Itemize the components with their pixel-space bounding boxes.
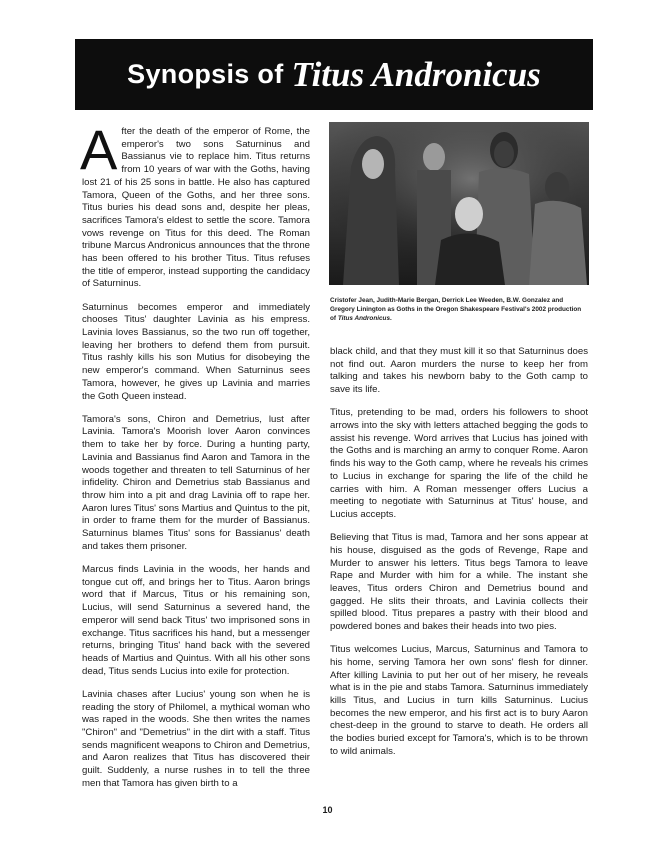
photo-illustration (329, 122, 589, 285)
production-photo (329, 122, 589, 285)
paragraph: Titus welcomes Lucius, Marcus, Saturninus and Tamora to his home, serving Tamora her own sons' flesh for dinner. After killing Lavinia to put her out of her misery, he reveals what is in the pie and stabs Tamora. Saturninus immediately kills Titus, and Lucius in turn kills Saturninus. Lucius becomes the new emperor, and his first act is to bury Aaron chest-deep in the ground to starve to death. He orders all the bodies buried except for Tamora's, which is to be thrown to wild animals. (330, 644, 588, 757)
paragraph: After the death of the emperor of Rome, the emperor's two sons Saturninus and Bassianus vie to replace him. Titus returns from 10 years of war with the Goths, having lost 21 of his 25 sons in battle. He also has captured Tamora, Queen of the Goths, and her three sons. Titus buries his dead sons and, despite her pleas, sacrifices Tamora's eldest to settle the score. Tamora vows revenge on Titus for this deed. The Roman tribune Marcus Andronicus announces that the throne has been offered to his brother Titus. Titus refuses the title of emperor, instead supporting the candidacy of Saturninus. (80, 118, 310, 290)
paragraph: black child, and that they must kill it so that Saturninus does not find out. Aaron murders the nurse to keep her from talking and takes his newborn baby to the Goth camp to save its life. (330, 346, 588, 396)
page-title-play: Titus Andronicus (291, 54, 541, 94)
paragraph: Believing that Titus is mad, Tamora and her sons appear at his house, disguised as the gods of Revenge, Rape and Murder to answer his letters. Titus begs Tamora to leave Rape and Murder with him for a while. The instant she leaves, Titus orders Chiron and Demetrius bound and gagged. He slits their throats, and Lavinia collects their spilled blood. Titus prepares a pastry with their blood and powdered bones and bakes their heads into two pies. (330, 532, 588, 633)
drop-cap: A (80, 118, 118, 181)
paragraph: Lavinia chases after Lucius' young son when he is reading the story of Philomel, a mythical woman who was raped in the woods. She then writes the names "Chiron" and "Demetrius" in the dirt with a staff. Titus sends magnificent weapons to Chiron and Demetrius, and Aaron realizes that Titus has discovered their guilt. Suddenly, a nurse rushes in to tell the three men that Tamora has given birth to a (82, 688, 310, 789)
paragraph: Titus, pretending to be mad, orders his followers to shoot arrows into the sky with letters attached begging the gods to assist his revenge. Word arrives that Lucius has joined with the Goths and is marching an army to conquer Rome. Aaron finds his way to the Goth camp, where he reveals his crimes to Lucius in exchange for sparing the life of the child he carries with him. A Roman messenger offers Lucius a meeting to negotiate with Saturninus at Titus' house, and Lucius accepts. (330, 407, 588, 520)
caption-play-title: Titus Andronicus (337, 315, 391, 322)
left-column (80, 118, 310, 801)
photo-caption: Cristofer Jean, Judith-Marie Bergan, Derrick Lee Weeden, B.W. Gonzalez and Gregory Linington as Goths in the Oregon Shakespeare Festival's 2002 production of Titus Andronicus. (330, 297, 582, 322)
page-number: 10 (322, 805, 333, 815)
title-banner (75, 39, 593, 110)
paragraph: Marcus finds Lavinia in the woods, her hands and tongue cut off, and brings her to Titus. Aaron brings word that if Marcus, Titus or his remaining son, Lucius, will send Saturninus a severed hand, the emperor will send back Titus' two imprisoned sons in exchange. Titus sacrifices his hand, but a messenger returns, bringing Titus' hand back with the severed heads of Martius and Quintus. With all his other sons dead, Titus sends Lucius into exile for protection. (82, 564, 310, 677)
paragraph: Saturninus becomes emperor and immediately chooses Titus' daughter Lavinia as his empress. Lavinia loves Bassianus, so the two run off together, leaving her brothers to defend them from pursuit. Titus rashly kills his son Mutius for disobeying the new emperor's command. When Saturninus sees Tamora, however, he gives up Lavinia and marries the Goth Queen instead. (82, 301, 310, 402)
page-title-prefix: Synopsis of (127, 59, 284, 89)
paragraph: Tamora's sons, Chiron and Demetrius, lust after Lavinia. Tamora's Moorish lover Aaron convinces them to take her by force. During a hunting party, Lavinia and Bassianus find Aaron and Tamora in the woods together and threaten to tell Saturninus of her infidelity. Chiron and Demetrius stab Bassianus and throw him into a pit and drag Lavinia off to rape her. Aaron lures Titus' sons Martius and Quintus to the pit, in order to frame them for the murder of Bassianus. Saturninus blames Titus' sons for Bassianus' death and takes them prisoner. (82, 413, 310, 552)
right-column (330, 346, 588, 769)
